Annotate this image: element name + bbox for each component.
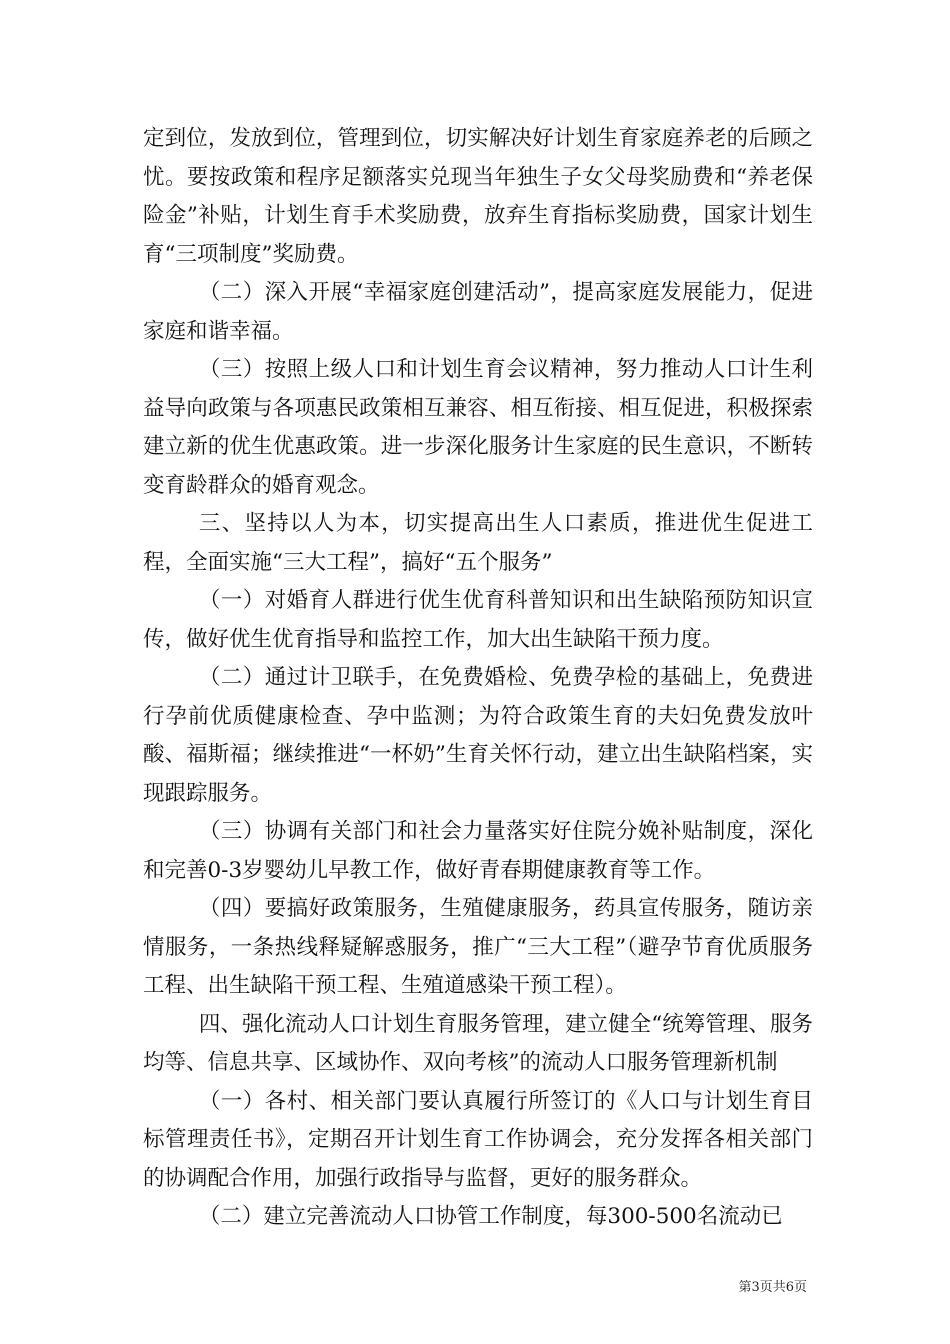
document-body [143,120,813,1237]
paragraph: （一）各村、相关部门要认真履行所签订的《人口与计划生育目标管理责任书》，定期召开计划生育工作协调会，充分发挥各相关部门的协调配合作用，加强行政指导与监督，更好的服务群众。 [143,1088,813,1191]
paragraph: （二）通过计卫联手，在免费婚检、免费孕检的基础上，免费进行孕前优质健康检查、孕中监测；为符合政策生育的夫妇免费发放叶酸、福斯福；继续推进“一杯奶”生育关怀行动，建立出生缺陷档案，实现跟踪服务。 [143,665,813,806]
paragraph: （四）要搞好政策服务，生殖健康服务，药具宣传服务，随访亲情服务，一条热线释疑解惑服务，推广“三大工程”（避孕节育优质服务工程、出生缺陷干预工程、生殖道感染干预工程）。 [143,896,813,998]
paragraph: （二）深入开展“幸福家庭创建活动”，提高家庭发展能力，促进家庭和谐幸福。 [143,280,813,344]
paragraph: （三）协调有关部门和社会力量落实好住院分娩补贴制度，深化和完善0-3岁婴幼儿早教工作，做好青春期健康教育等工作。 [143,819,813,883]
paragraph: （三）按照上级人口和计划生育会议精神，努力推动人口计生利益导向政策与各项惠民政策相互兼容、相互衔接、相互促进，积极探索建立新的优生优惠政策。进一步深化服务计生家庭的民生意识，不断转变育龄群众的婚育观念。 [143,357,813,498]
paragraph-continued: 定到位，发放到位，管理到位，切实解决好计划生育家庭养老的后顾之忧。要按政策和程序足额落实兑现当年独生子女父母奖励费和“养老保险金”补贴，计划生育手术奖励费，放弃生育指标奖励费，国家计划生育“三项制度”奖励费。 [143,126,813,267]
paragraph: （一）对婚育人群进行优生优育科普知识和出生缺陷预防知识宣传，做好优生优育指导和监控工作，加大出生缺陷干预力度。 [143,588,813,652]
section-heading: 四、强化流动人口计划生育服务管理，建立健全“统筹管理、服务均等、信息共享、区域协作、双向考核”的流动人口服务管理新机制 [143,1011,813,1075]
section-heading: 三、坚持以人为本，切实提高出生人口素质，推进优生促进工程，全面实施“三大工程”，搞好“五个服务” [143,511,813,575]
page-number-footer: 第3页共6页 [738,1280,807,1295]
paragraph: （二）建立完善流动人口协管工作制度，每300-500名流动已 [198,1204,783,1229]
